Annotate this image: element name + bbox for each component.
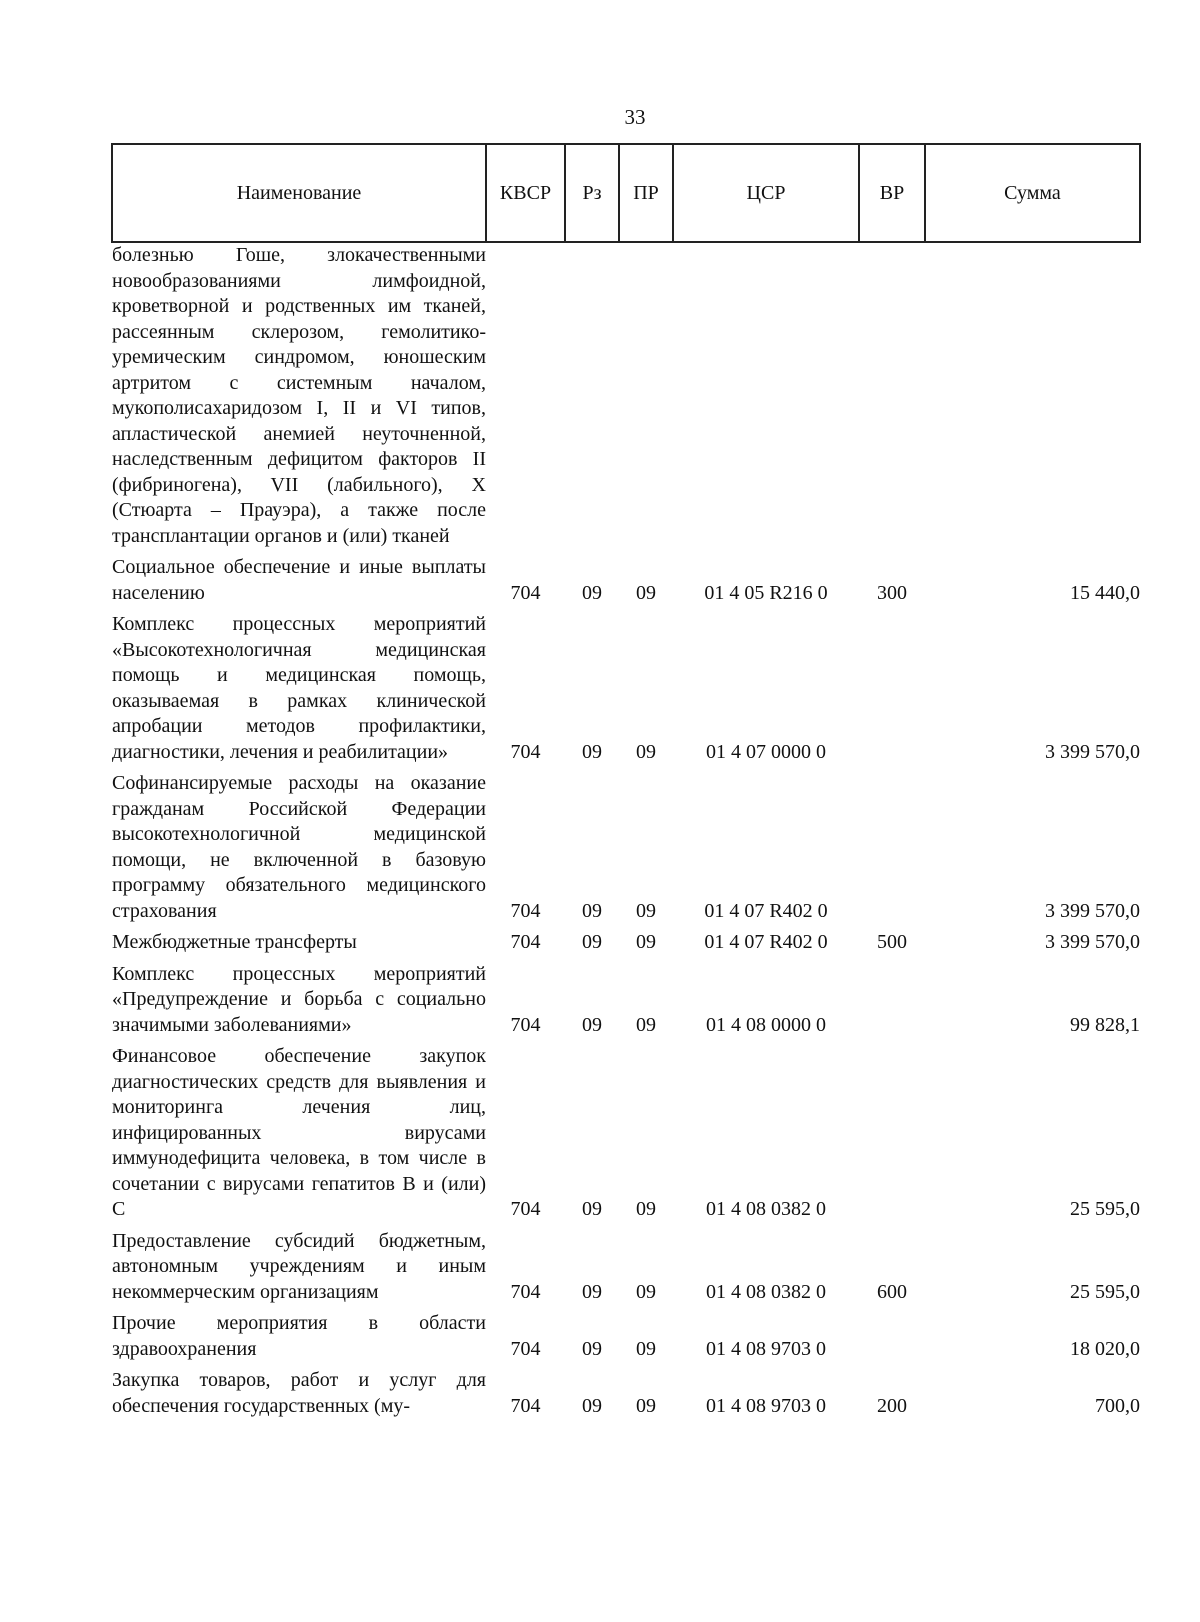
row-kvsr: 704 — [510, 1337, 541, 1360]
header-rz: Рз — [565, 144, 619, 242]
header-csr: ЦСР — [673, 144, 859, 242]
row-name: Социальное обеспечение и иные выплаты населению — [112, 556, 486, 604]
header-pr: ПР — [619, 144, 673, 242]
row-sum: 3 399 570,0 — [1045, 899, 1140, 922]
row-rz: 09 — [582, 1013, 602, 1036]
row-pr — [619, 242, 673, 549]
row-rz: 09 — [582, 1198, 602, 1220]
row-kvsr: 704 — [510, 581, 541, 604]
row-sum: 25 595,0 — [1070, 1280, 1140, 1303]
row-vr — [859, 1305, 925, 1362]
row-rz: 09 — [582, 1337, 602, 1360]
row-pr: 09 — [636, 1337, 656, 1360]
row-vr — [859, 242, 925, 549]
row-pr: 09 — [636, 931, 656, 953]
row-sum: 99 828,1 — [1070, 1013, 1140, 1036]
budget-table — [111, 143, 1141, 1419]
row-pr: 09 — [636, 1280, 656, 1303]
row-kvsr: 704 — [510, 1198, 541, 1220]
row-name: Прочие мероприятия в области здравоохранения — [112, 1312, 486, 1360]
row-kvsr: 704 — [510, 899, 541, 922]
row-pr: 09 — [636, 899, 656, 922]
row-csr: 01 4 07 R402 0 — [704, 931, 828, 953]
table-row — [112, 924, 1140, 956]
row-csr: 01 4 08 0382 0 — [706, 1198, 826, 1220]
table-row — [112, 606, 1140, 765]
row-name: Комплекс процессных мероприятий «Предупреждение и борьба с социально значимыми заболеваниями» — [112, 962, 486, 1036]
table-header-row — [112, 144, 1140, 242]
row-vr: 600 — [877, 1280, 907, 1303]
row-name: Софинансируемые расходы на оказание гражданам Российской Федерации высокотехнологичной медицинской помощи, не включенной в базовую программу обязательного медицинского страхования — [112, 772, 486, 922]
row-vr: 300 — [877, 581, 907, 604]
row-sum: 3 399 570,0 — [1045, 740, 1140, 763]
row-sum: 700,0 — [1095, 1394, 1140, 1417]
row-sum: 3 399 570,0 — [1045, 931, 1140, 953]
row-name: Финансовое обеспечение закупок диагностических средств для выявления и мониторинга лечения лиц, инфицированных вирусами иммунодефицита человека, в том числе в сочетании с вирусами гепатитов В и (или) С — [112, 1045, 486, 1220]
row-vr: 500 — [877, 931, 907, 953]
row-vr — [859, 956, 925, 1039]
row-rz — [565, 242, 619, 549]
row-csr: 01 4 07 R402 0 — [704, 899, 828, 922]
row-sum — [925, 242, 1140, 549]
header-sum: Сумма — [925, 144, 1140, 242]
row-name: Предоставление субсидий бюджетным, автономным учреждениям и иным некоммерческим организациям — [112, 1229, 486, 1303]
row-rz: 09 — [582, 581, 602, 604]
row-kvsr: 704 — [510, 1013, 541, 1036]
row-csr — [673, 242, 859, 549]
row-csr: 01 4 07 0000 0 — [706, 740, 826, 763]
row-name: Межбюджетные трансферты — [112, 931, 357, 953]
row-csr: 01 4 08 9703 0 — [706, 1337, 826, 1360]
page-number: 33 — [624, 105, 646, 129]
row-name: болезнью Гоше, злокачественными новообразованиями лимфоидной, кроветворной и родственных им тканей, рассеянным склерозом, гемолитико-уремическим синдромом, юношеским артритом с системным началом, мукополисахаридозом I, II и VI типов, апластической анемией неуточненной, наследственным дефицитом факторов II (фибриногена), VII (лабильного), X (Стюарта – Прауэра), а также после трансплантации органов и (или) тканей — [112, 244, 486, 547]
row-vr — [859, 1038, 925, 1223]
row-sum: 15 440,0 — [1070, 581, 1140, 604]
row-csr: 01 4 05 R216 0 — [704, 581, 828, 604]
row-vr: 200 — [877, 1394, 907, 1417]
table-row — [112, 1305, 1140, 1362]
header-name: Наименование — [112, 144, 486, 242]
row-name: Комплекс процессных мероприятий «Высокотехнологичная медицинская помощь и медицинская помощь, оказываемая в рамках клинической апробации методов профилактики, диагностики, лечения и реабилитации» — [112, 613, 486, 763]
row-pr: 09 — [636, 1013, 656, 1036]
table-row — [112, 242, 1140, 549]
table-row — [112, 956, 1140, 1039]
row-csr: 01 4 08 0000 0 — [706, 1013, 826, 1036]
table-row — [112, 1362, 1140, 1419]
row-csr: 01 4 08 9703 0 — [706, 1394, 826, 1417]
row-pr: 09 — [636, 1198, 656, 1220]
row-sum: 18 020,0 — [1070, 1337, 1140, 1360]
row-sum: 25 595,0 — [1070, 1198, 1140, 1220]
table-row — [112, 765, 1140, 924]
row-rz: 09 — [582, 899, 602, 922]
row-vr — [859, 606, 925, 765]
row-kvsr: 704 — [510, 1280, 541, 1303]
row-kvsr — [486, 242, 565, 549]
row-csr: 01 4 08 0382 0 — [706, 1280, 826, 1303]
row-kvsr: 704 — [510, 1394, 541, 1417]
row-name: Закупка товаров, работ и услуг для обеспечения государственных (му- — [112, 1369, 486, 1417]
row-pr: 09 — [636, 1394, 656, 1417]
row-rz: 09 — [582, 931, 602, 953]
row-rz: 09 — [582, 1394, 602, 1417]
table-row — [112, 1223, 1140, 1306]
row-kvsr: 704 — [510, 931, 541, 953]
table-row — [112, 1038, 1140, 1223]
row-pr: 09 — [636, 581, 656, 604]
row-vr — [859, 765, 925, 924]
row-rz: 09 — [582, 740, 602, 763]
row-kvsr: 704 — [510, 740, 541, 763]
header-kvsr: КВСР — [486, 144, 565, 242]
table-row — [112, 549, 1140, 606]
row-rz: 09 — [582, 1280, 602, 1303]
row-pr: 09 — [636, 740, 656, 763]
header-vr: ВР — [859, 144, 925, 242]
